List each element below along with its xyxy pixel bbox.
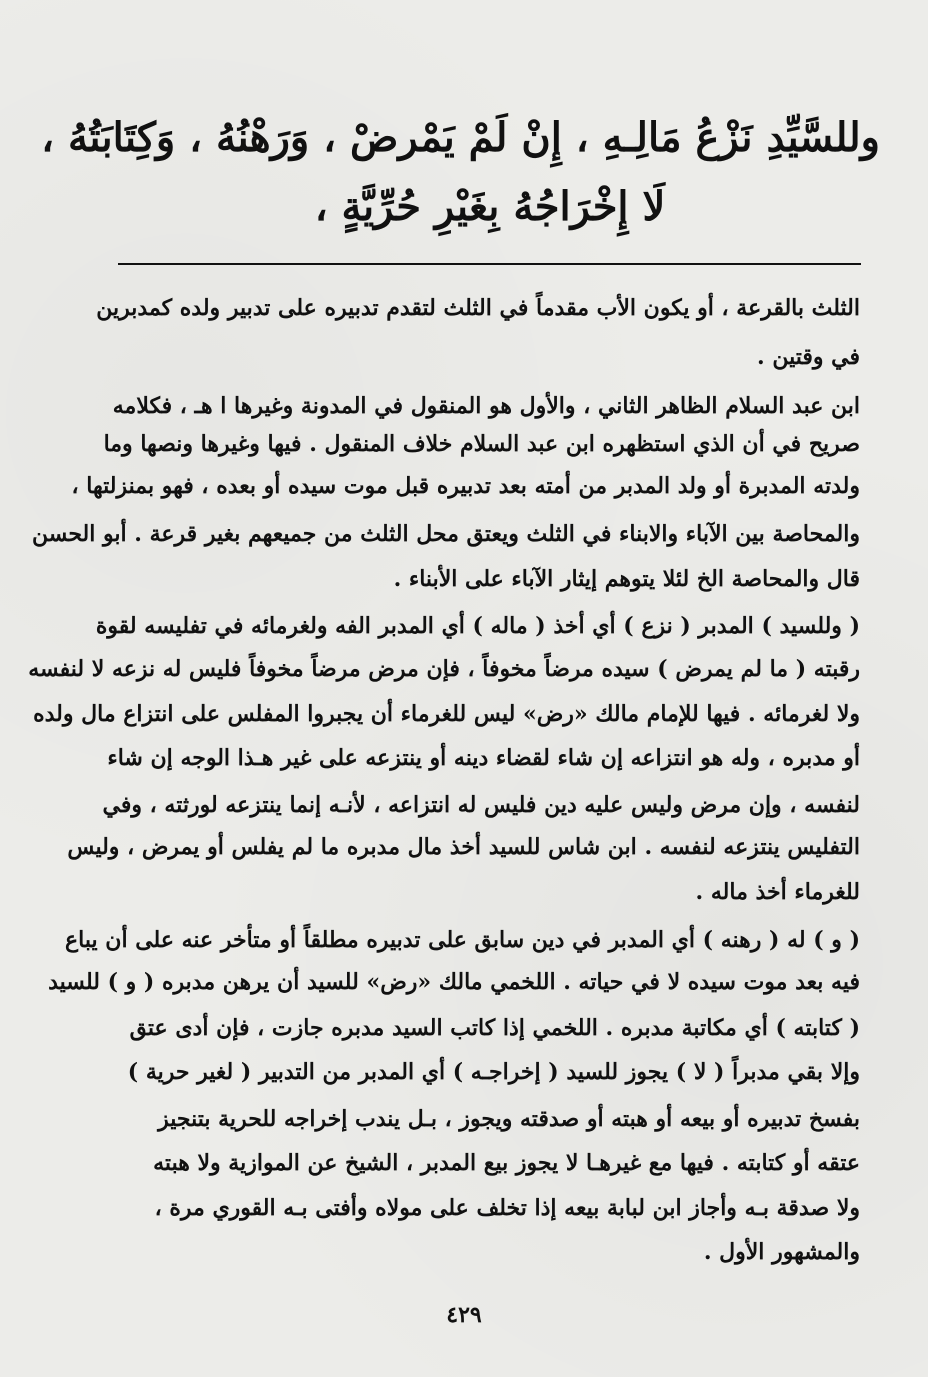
commentary-line: التفليس ينتزعه لنفسه . ابن شاس للسيد أخذ مال مدبره ما لم يفلس أو يمرض ، وليس: [67, 834, 860, 860]
commentary-line: والمشهور الأول .: [703, 1239, 860, 1265]
separator-rule: [118, 263, 861, 265]
commentary-line: بفسخ تدبيره أو بيعه أو هبته أو صدقته ويجوز ، بـل يندب إخراجه للحرية بتنجيز: [158, 1106, 860, 1132]
commentary-line: أو مدبره ، وله هو انتزاعه إن شاء لقضاء دينه أو ينتزعه على غير هـذا الوجه إن شاء: [107, 745, 860, 771]
matn-line-1: وللسَّيِّدِ نَزْعُ مَالِـهِ ، إِنْ لَمْ يَمْرضْ ، وَرَهْنُهُ ، وَكِتَابَتُهُ ،: [41, 114, 880, 161]
page-number: ٤٢٩: [446, 1302, 482, 1328]
commentary-line: عتقه أو كتابته . فيها مع غيرهـا لا يجوز بيع المدبر ، الشيخ عن الموازية ولا هبته: [153, 1150, 860, 1176]
commentary-line: للغرماء أخذ ماله .: [695, 879, 860, 905]
commentary-line: والمحاصة بين الآباء والابناء في الثلث ويعتق محل الثلث من جميعهم بغير قرعة . أبو الحسن: [31, 521, 860, 547]
commentary-line: ( كتابته ) أي مكاتبة مدبره . اللخمي إذا كاتب السيد مدبره جازت ، فإن أدى عتق: [129, 1015, 860, 1041]
commentary-line: رقبته ( ما لم يمرض ) سيده مرضاً مخوفاً ، فإن مرض مرضاً مخوفاً فليس له نزعه لا لنفسه: [28, 656, 860, 682]
matn-line-2: لَا إِخْرَاجُهُ بِغَيْرِ حُرِّيَّةٍ ،: [314, 183, 666, 230]
commentary-line: قال والمحاصة الخ لئلا يتوهم إيثار الآباء على الأبناء .: [393, 566, 860, 592]
commentary-line: لنفسه ، وإن مرض وليس عليه دين فليس له انتزاعه ، لأنـه إنما ينتزعه لورثته ، وفي: [102, 792, 860, 818]
commentary-line: الثلث بالقرعة ، أو يكون الأب مقدماً في الثلث لتقدم تدبيره على تدبير ولده كمدبرين: [96, 295, 860, 321]
commentary-line: ( و ) له ( رهنه ) أي المدبر في دين سابق على تدبيره مطلقاً أو متأخر عنه على أن يباع: [65, 927, 860, 953]
commentary-line: ولا صدقة بـه وأجاز ابن لبابة بيعه إذا تخلف على مولاه وأفتى بـه القوري مرة ،: [154, 1195, 860, 1221]
commentary-line: صريح في أن الذي استظهره ابن عبد السلام خلاف المنقول . فيها وغيرها ونصها وما: [103, 431, 860, 457]
commentary-line: ولا لغرمائه . فيها للإمام مالك «رض» ليس للغرماء أن يجبروا المفلس على انتزاع مال ولده: [33, 701, 860, 727]
commentary-line: في وقتين .: [757, 344, 860, 370]
commentary-line: ابن عبد السلام الظاهر الثاني ، والأول هو المنقول في المدونة وغيرها ا هـ ، فكلامه: [112, 393, 860, 419]
commentary-line: وإلا بقي مدبراً ( لا ) يجوز للسيد ( إخراجـه ) أي المدبر من التدبير ( لغير حرية ): [127, 1059, 860, 1085]
commentary-line: فيه بعد موت سيده لا في حياته . اللخمي مالك «رض» للسيد أن يرهن مدبره ( و ) للسيد: [48, 969, 860, 995]
commentary-line: ( وللسيد ) المدبر ( نزع ) أي أخذ ( ماله ) أي المدبر الفه ولغرمائه في تفليسه لقوة: [95, 613, 860, 639]
commentary-line: ولدته المدبرة أو ولد المدبر من أمته بعد تدبيره قبل موت سيده أو بعده ، فهو بمنزلتها ،: [71, 473, 860, 499]
